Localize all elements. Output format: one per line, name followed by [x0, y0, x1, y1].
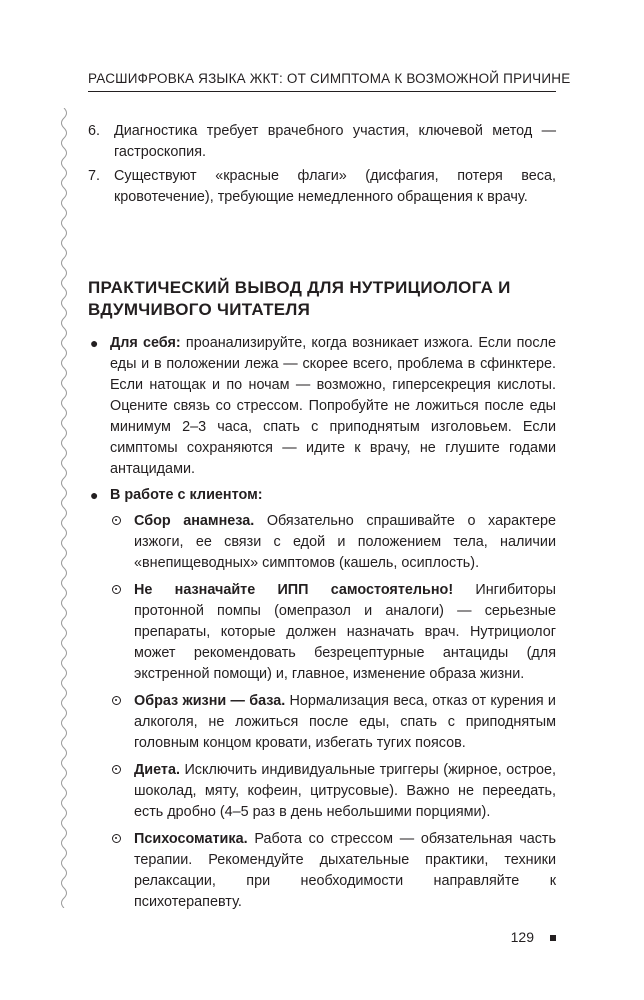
bullet-lead: В работе с клиентом: [110, 487, 263, 503]
numbered-list [88, 121, 556, 211]
sub-item-anamnesis [110, 511, 556, 574]
sub-item-text: Нормализация веса, отказ от курения и алкоголя, не ложиться после еды, спать с приподнятым головным концом кровати, избегать тугих поясов. [134, 693, 556, 751]
sub-item-text: Исключить индивидуальные триггеры (жирное, острое, шоколад, мяту, кофеин, цитрусовые). Важно не переедать, есть дробно (4–5 раз в день небольшими порциями). [134, 762, 556, 820]
circle-bullet-icon [112, 585, 121, 594]
sub-item-lead: Не назначайте ИПП самостоятельно! [134, 582, 454, 598]
square-marker-icon [550, 935, 556, 941]
list-item-text: Существуют «красные флаги» (дисфагия, потеря веса, кровотечение), требующие немедленного обращения к врачу. [114, 168, 556, 205]
page-footer [480, 929, 556, 949]
sub-list [110, 511, 556, 913]
header-rule [88, 91, 556, 92]
sub-item-lead: Психосоматика. [134, 831, 248, 847]
list-number: 6. [88, 123, 101, 139]
bullet-item-self [88, 333, 556, 480]
sub-item-ppi [110, 580, 556, 685]
list-item [88, 166, 556, 208]
sub-item-lead: Диета. [134, 762, 180, 778]
sub-item-diet [110, 760, 556, 823]
sub-item-lead: Сбор анамнеза. [134, 513, 255, 529]
sub-item-psychosomatics [110, 829, 556, 913]
sub-item-text: Обязательно спрашивайте о характере изжоги, ее связи с едой и положением тела, наличии «внепищеводных» симптомов (кашель, осиплость). [134, 513, 556, 571]
bullet-item-client [88, 485, 556, 913]
bullet-list [88, 333, 556, 919]
sub-item-text: Ингибиторы протонной помпы (омепразол и аналоги) — серьезные препараты, которые должен назначать врач. Нутрициолог может рекомендовать безрецептурные антациды (для экстренной помощи) и, главное, изменение образа жизни. [134, 582, 557, 682]
bullet-lead: Для себя: [110, 335, 181, 351]
circle-bullet-icon [112, 516, 121, 525]
sub-item-lead: Образ жизни — база. [134, 693, 286, 709]
sub-item-lifestyle [110, 691, 556, 754]
bullet-dot-icon: ● [90, 487, 99, 503]
list-number: 7. [88, 168, 101, 184]
bullet-dot-icon: ● [90, 335, 99, 351]
running-header: РАСШИФРОВКА ЯЗЫКА ЖКТ: ОТ СИМПТОМА К ВОЗМОЖНОЙ ПРИЧИНЕ [88, 71, 571, 86]
circle-bullet-icon [112, 834, 121, 843]
bullet-text: проанализируйте, когда возникает изжога. Если после еды и в положении лежа — скорее всего, проблема в сфинктере. Если натощак и по ночам — возможно, гиперсекреция кислоты. Оцените связь со стрессом. Попробуйте не ложиться после еды минимум 2–3 часа, спать с приподнятым изголовьем. Если симптомы сохраняются — идите к врачу, не глушите годами антацидами. [110, 335, 556, 477]
circle-bullet-icon [112, 696, 121, 705]
page-number: 129 [510, 929, 534, 945]
list-item-text: Диагностика требует врачебного участия, ключевой метод — гастроскопия. [114, 123, 556, 160]
section-heading: ПРАКТИЧЕСКИЙ ВЫВОД ДЛЯ НУТРИЦИОЛОГА И ВДУМЧИВОГО ЧИТАТЕЛЯ [88, 278, 511, 319]
wavy-margin-line [58, 108, 70, 908]
sub-item-text: Работа со стрессом — обязательная часть терапии. Рекомендуйте дыхательные практики, техники релаксации, при необходимости направляйте к психотерапевту. [134, 831, 556, 910]
circle-bullet-icon [112, 765, 121, 774]
list-item [88, 121, 556, 163]
